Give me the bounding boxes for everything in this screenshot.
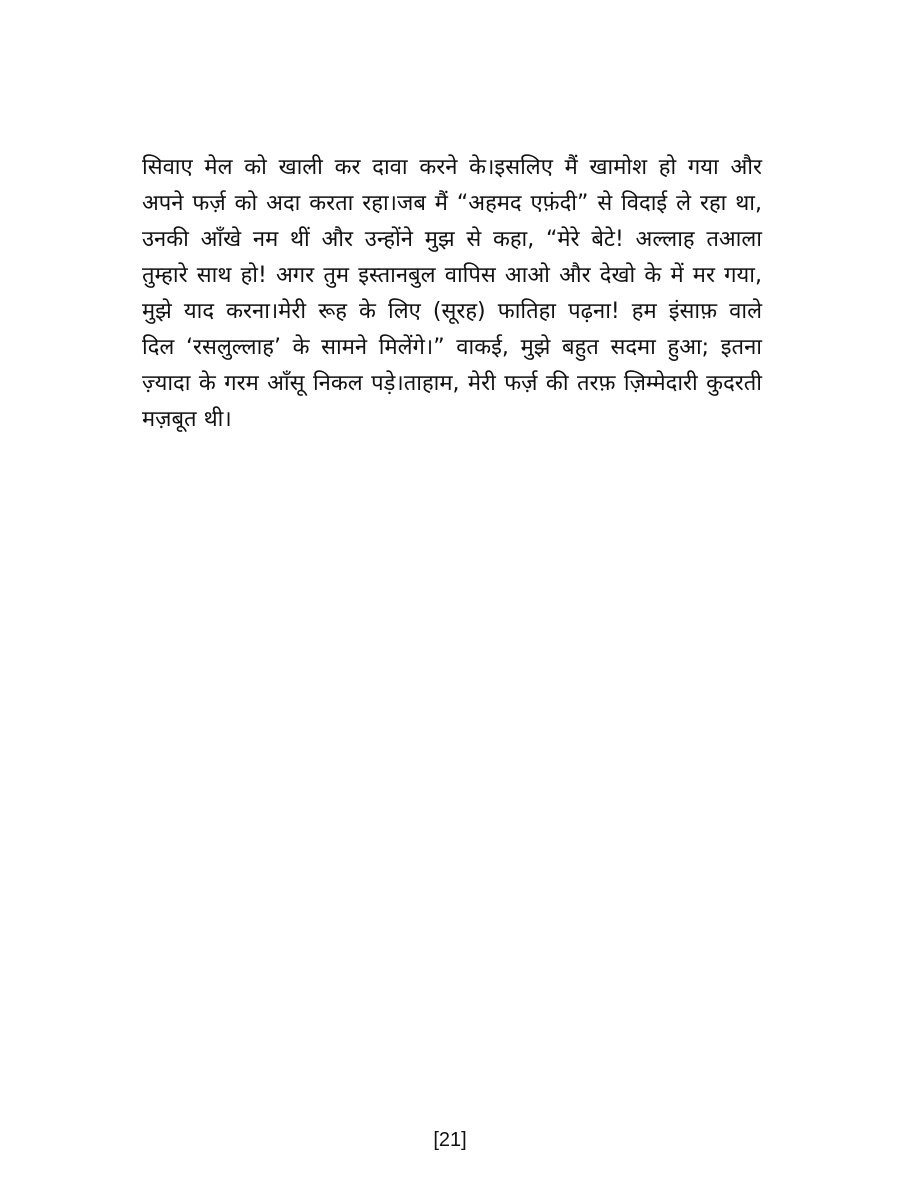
text-line-6: दिल ‘रसलुल्लाह’ के सामने मिलेंगे।” वाकई, मुझे बहुत सदमा हुआ; इतना <box>142 335 762 360</box>
text-line-1: सिवाए मेल को खाली कर दावा करने के।इसलिए मैं खामोश हो गया और <box>142 155 762 180</box>
text-line-8: मज़बूत थी। <box>142 407 232 432</box>
text-line-3: उनकी आँखे नम थीं और उन्होंने मुझ से कहा, “मेरे बेटे! अल्लाह तआला <box>142 227 762 252</box>
text-line-5: मुझे याद करना।मेरी रूह के लिए (सूरह) फातिहा पढ़ना! हम इंसाफ़ वाले <box>142 299 762 324</box>
text-line-7: ज़्यादा के गरम आँसू निकल पड़े।ताहाम, मेरी फर्ज़ की तरफ़ ज़िम्मेदारी कुदरती <box>142 371 762 396</box>
body-paragraph <box>142 150 762 438</box>
text-line-4: तुम्हारे साथ हो! अगर तुम इस्तानबुल वापिस आओ और देखो के में मर गया, <box>142 263 762 288</box>
text-line-2: अपने फर्ज़ को अदा करता रहा।जब मैं “अहमद एफ़ंदी” से विदाई ले रहा था, <box>142 191 762 216</box>
page-number: [21] <box>433 1129 467 1151</box>
